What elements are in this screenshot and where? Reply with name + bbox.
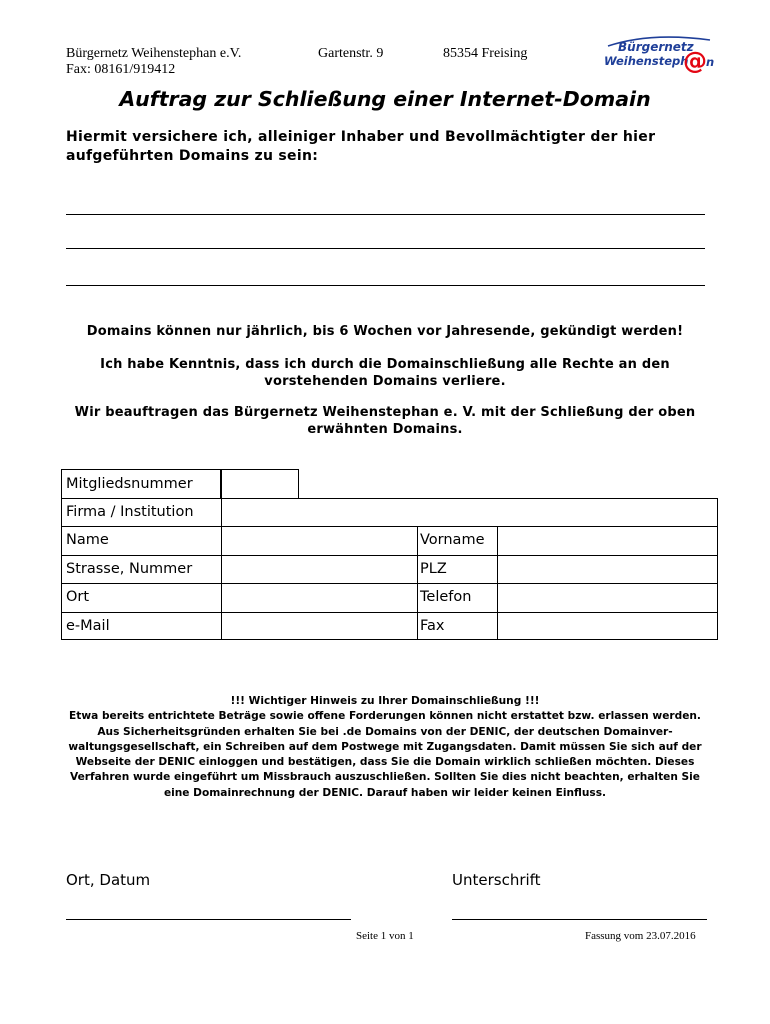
fax-label: Fax xyxy=(420,618,445,634)
member-number-field[interactable] xyxy=(221,469,299,498)
domain-line-3[interactable] xyxy=(66,285,705,286)
city-field[interactable] xyxy=(221,583,417,612)
intro-text: Hiermit versichere ich, alleiniger Inhaber und Bevollmächtigter der hier aufgeführten Domains zu sein: xyxy=(66,129,656,164)
place-date-label: Ort, Datum xyxy=(66,871,151,889)
signature-label: Unterschrift xyxy=(452,871,541,889)
deadline-statement: Domains können nur jährlich, bis 6 Wochen vor Jahresende, gekündigt werden! xyxy=(86,324,684,339)
page-number: Seite 1 von 1 xyxy=(356,930,414,942)
email-label: e-Mail xyxy=(66,618,110,634)
last-name-field[interactable] xyxy=(221,526,417,555)
city-label: Ort xyxy=(66,589,90,605)
first-name-label: Vorname xyxy=(420,532,485,548)
logo-end: n xyxy=(706,55,715,69)
domain-line-2[interactable] xyxy=(66,248,705,249)
fax-field[interactable] xyxy=(497,612,718,640)
domain-line-1[interactable] xyxy=(66,214,705,215)
notice-heading: !!! Wichtiger Hinweis zu Ihrer Domainschließung !!! xyxy=(230,695,540,707)
signature-line[interactable] xyxy=(452,919,707,920)
logo-at: @ xyxy=(683,47,707,74)
zip-label: PLZ xyxy=(420,561,447,577)
notice-body: Aus Sicherheitsgründen erhalten Sie bei .de Domains von der DENIC, der deutschen Domainver-waltungsgesellschaft, ein Schreiben auf dem Postwege mit Zugangsdaten. Damit müssen Sie sich auf der Webseite der DENIC einloggen und bestätigen, dass Sie die Domain wirklich schließen möchten. Dieses Verfahren wurde eingeführt um Missbrauch auszuschließen. Sollten Sie dies nicht beachten, erhalten Sie eine Domainrechnung der DENIC. Darauf haben wir leider keinen Einfluss. xyxy=(68,725,702,799)
version-date: Fassung vom 23.07.2016 xyxy=(585,930,696,942)
important-notice xyxy=(60,694,710,801)
last-name-label: Name xyxy=(66,532,109,548)
first-name-field[interactable] xyxy=(497,526,718,555)
header-organization: Bürgernetz Weihenstephan e.V. xyxy=(66,46,242,61)
phone-field[interactable] xyxy=(497,583,718,612)
zip-field[interactable] xyxy=(497,555,718,583)
street-field[interactable] xyxy=(221,555,417,583)
logo-line2: Weihensteph xyxy=(604,54,689,68)
place-date-line[interactable] xyxy=(66,919,351,920)
street-label: Strasse, Nummer xyxy=(66,561,193,577)
page-title: Auftrag zur Schließung einer Internet-Domain xyxy=(119,87,651,111)
email-field[interactable] xyxy=(221,612,417,640)
header-street: Gartenstr. 9 xyxy=(318,46,384,61)
notice-refund: Etwa bereits entrichtete Beträge sowie offene Forderungen können nicht erstattet bzw. erlassen werden. xyxy=(69,710,701,723)
header-fax: Fax: 08161/919412 xyxy=(66,62,176,77)
member-number-label: Mitgliedsnummer xyxy=(66,476,193,492)
buergernetz-logo xyxy=(600,34,718,74)
member-form-table xyxy=(61,469,718,640)
phone-label: Telefon xyxy=(420,589,472,605)
logo-line1: Bürgernetz xyxy=(618,40,694,54)
company-field[interactable] xyxy=(221,498,718,526)
header-city: 85354 Freising xyxy=(443,46,528,61)
mandate-statement: Wir beauftragen das Bürgernetz Weihenstephan e. V. mit der Schließung der oben erwähnten Domains. xyxy=(74,405,696,437)
acknowledge-statement: Ich habe Kenntnis, dass ich durch die Domainschließung alle Rechte an den vorstehenden Domains verliere. xyxy=(100,357,670,389)
company-label: Firma / Institution xyxy=(66,504,194,520)
